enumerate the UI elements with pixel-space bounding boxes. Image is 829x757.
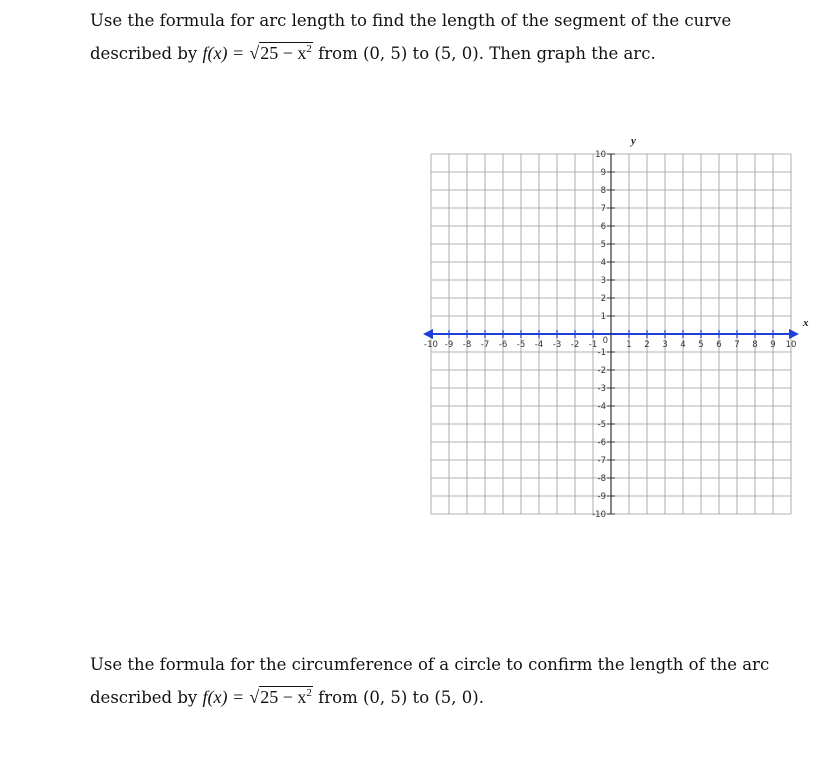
y-tick-label: 5 — [600, 240, 606, 250]
y-tick-label: 1 — [600, 312, 606, 322]
y-tick-label: 9 — [600, 168, 606, 178]
problem-1-line-1: Use the formula for arc length to find the length of the segment of the curve — [90, 11, 732, 30]
y-tick-label: -3 — [597, 384, 606, 394]
problem-2-line-2 — [90, 679, 769, 712]
y-tick-label: 3 — [600, 276, 606, 286]
x-tick-label: -7 — [480, 340, 490, 350]
origin-label: 0 — [602, 336, 608, 346]
y-tick-label: -7 — [597, 456, 606, 466]
square-root-expression: $√25 - x^2$ — [249, 43, 312, 63]
x-tick-label: 8 — [752, 340, 758, 350]
x-tick-label: 9 — [770, 340, 776, 350]
y-tick-label: 10 — [595, 150, 606, 160]
problem-1-suffix: from (0, 5) to (5, 0). Then graph the arc. — [312, 44, 656, 63]
y-tick-label: -10 — [592, 510, 606, 520]
y-tick-label: 8 — [600, 186, 606, 196]
y-tick-label: -8 — [597, 474, 606, 484]
problem-2-line-1: Use the formula for the circumference of a circle to confirm the length of the arc — [90, 655, 770, 674]
y-tick-label: -1 — [597, 348, 606, 358]
x-tick-label: -10 — [424, 340, 438, 350]
x-tick-label: 1 — [626, 340, 632, 350]
problem-1-line-2 — [90, 35, 731, 68]
x-tick-label: -3 — [552, 340, 562, 350]
coordinate-grid — [420, 132, 810, 527]
problem-1-prefix: described by — [90, 44, 203, 63]
x-tick-label: -6 — [498, 340, 508, 350]
x-tick-label: 7 — [734, 340, 740, 350]
x-tick-label: 2 — [644, 340, 650, 350]
y-tick-label: -4 — [597, 402, 606, 412]
x-tick-label: 4 — [680, 340, 686, 350]
problem-1-text — [90, 7, 731, 68]
x-tick-label: -8 — [462, 340, 472, 350]
y-tick-label: 7 — [600, 204, 606, 214]
y-tick-label: -2 — [597, 366, 606, 376]
x-tick-label: -1 — [588, 340, 598, 350]
function-lhs: f(x) = — [202, 687, 245, 707]
x-tick-label: -9 — [444, 340, 454, 350]
x-tick-label: 10 — [785, 340, 797, 350]
y-tick-label: -6 — [597, 438, 606, 448]
x-axis-label: x — [803, 317, 809, 329]
x-tick-label: -2 — [570, 340, 580, 350]
y-tick-label: 4 — [600, 258, 606, 268]
x-tick-label: -4 — [534, 340, 544, 350]
problem-2-text — [90, 651, 769, 712]
radicand: $25 - x^2$ — [260, 687, 312, 707]
x-tick-label: 5 — [698, 340, 704, 350]
x-tick-label: -5 — [516, 340, 526, 350]
y-tick-label: 2 — [600, 294, 606, 304]
problem-2-suffix: from (0, 5) to (5, 0). — [312, 688, 484, 707]
radicand: $25 - x^2$ — [260, 43, 312, 63]
y-tick-label: -9 — [597, 492, 606, 502]
square-root-expression: $√25 - x^2$ — [249, 687, 312, 707]
problem-2-prefix: described by — [90, 688, 203, 707]
x-tick-label: 3 — [662, 340, 668, 350]
y-tick-label: -5 — [597, 420, 606, 430]
y-tick-label: 6 — [600, 222, 606, 232]
x-tick-label: 6 — [716, 340, 722, 350]
function-lhs: f(x) = — [202, 43, 245, 63]
y-axis-label: y — [631, 135, 636, 147]
